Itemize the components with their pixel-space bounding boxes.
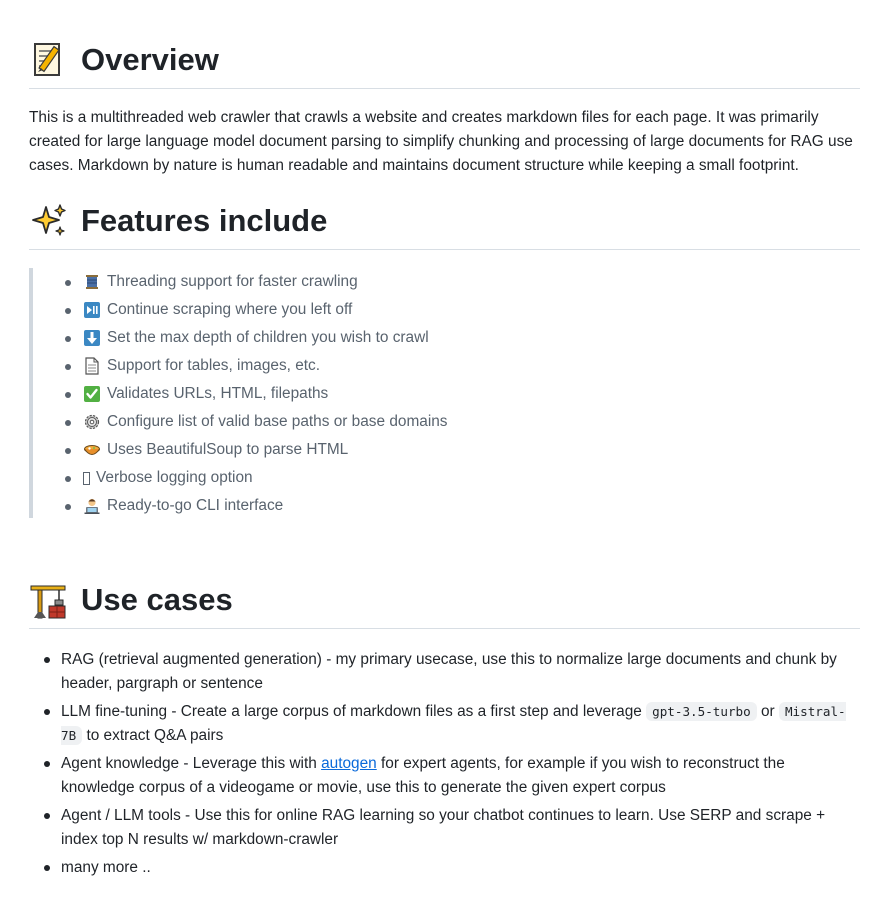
memo-icon <box>29 40 69 80</box>
overview-paragraph: This is a multithreaded web crawler that crawls a website and creates markdown files for each page. It was primarily created for large language model document parsing to simplify chunking and processing of large documents for RAG use cases. Markdown by nature is human readable and maintains document structure while keeping a small footprint. <box>29 109 853 174</box>
list-item: Validates URLs, HTML, filepaths <box>83 380 733 408</box>
overview-heading <box>29 40 860 89</box>
list-item-text: for expert agents, for example if you wish to reconstruct the knowledge corpus of a videogame or movie, use this to generate the given expert corpus <box>61 755 785 796</box>
list-item <box>61 804 851 852</box>
list-item-text: or <box>756 703 779 720</box>
list-item <box>61 856 851 880</box>
list-item-text: LLM fine-tuning - Create a large corpus of markdown files as a first step and leverage <box>61 703 647 720</box>
list-item: Threading support for faster crawling <box>83 268 733 296</box>
list-item <box>61 700 851 748</box>
overview-title: Overview <box>81 42 219 78</box>
list-item <box>61 648 851 696</box>
features-title: Features include <box>81 203 328 239</box>
gear-icon <box>83 413 101 431</box>
list-item: Uses BeautifulSoup to parse HTML <box>83 436 733 464</box>
soup-bowl-icon <box>83 441 101 459</box>
list-item-text: Agent knowledge - Leverage this with <box>61 755 322 772</box>
use-cases-title: Use cases <box>81 582 233 618</box>
inline-code: gpt-3.5-turbo <box>646 702 757 721</box>
construction-crane-icon <box>29 580 69 620</box>
features-heading <box>29 201 860 250</box>
use-cases-heading <box>29 580 860 629</box>
features-blockquote <box>29 268 733 518</box>
list-item: Configure list of valid base paths or base domains <box>83 408 733 436</box>
missing-glyph-icon <box>83 472 90 485</box>
list-item-text: RAG (retrieval augmented generation) - my primary usecase, use this to normalize large documents and chunk by header, pargraph or sentence <box>61 651 837 692</box>
list-item: Continue scraping where you left off <box>83 296 733 324</box>
sparkles-icon <box>29 201 69 241</box>
autogen-link[interactable]: autogen <box>321 755 377 772</box>
inline-code: Mistral-7B <box>61 704 846 743</box>
list-item-text: Agent / LLM tools - Use this for online RAG learning so your chatbot continues to learn. Use SERP and scrape + index top N results w/ markdown-crawler <box>61 807 826 848</box>
down-arrow-box-icon <box>83 329 101 347</box>
features-list <box>33 268 733 520</box>
list-item <box>61 752 851 800</box>
page-icon <box>83 357 101 375</box>
technologist-icon <box>83 497 101 515</box>
list-item-text: to extract Q&A pairs <box>82 727 224 744</box>
list-item-text: many more .. <box>61 859 151 876</box>
list-item: Support for tables, images, etc. <box>83 352 733 380</box>
use-cases-list <box>29 648 851 884</box>
play-pause-icon <box>83 301 101 319</box>
list-item: Ready-to-go CLI interface <box>83 492 733 520</box>
check-mark-box-icon <box>83 385 101 403</box>
list-item: Verbose logging option <box>83 464 733 492</box>
thread-spool-icon <box>83 273 101 291</box>
list-item: Set the max depth of children you wish to crawl <box>83 324 733 352</box>
